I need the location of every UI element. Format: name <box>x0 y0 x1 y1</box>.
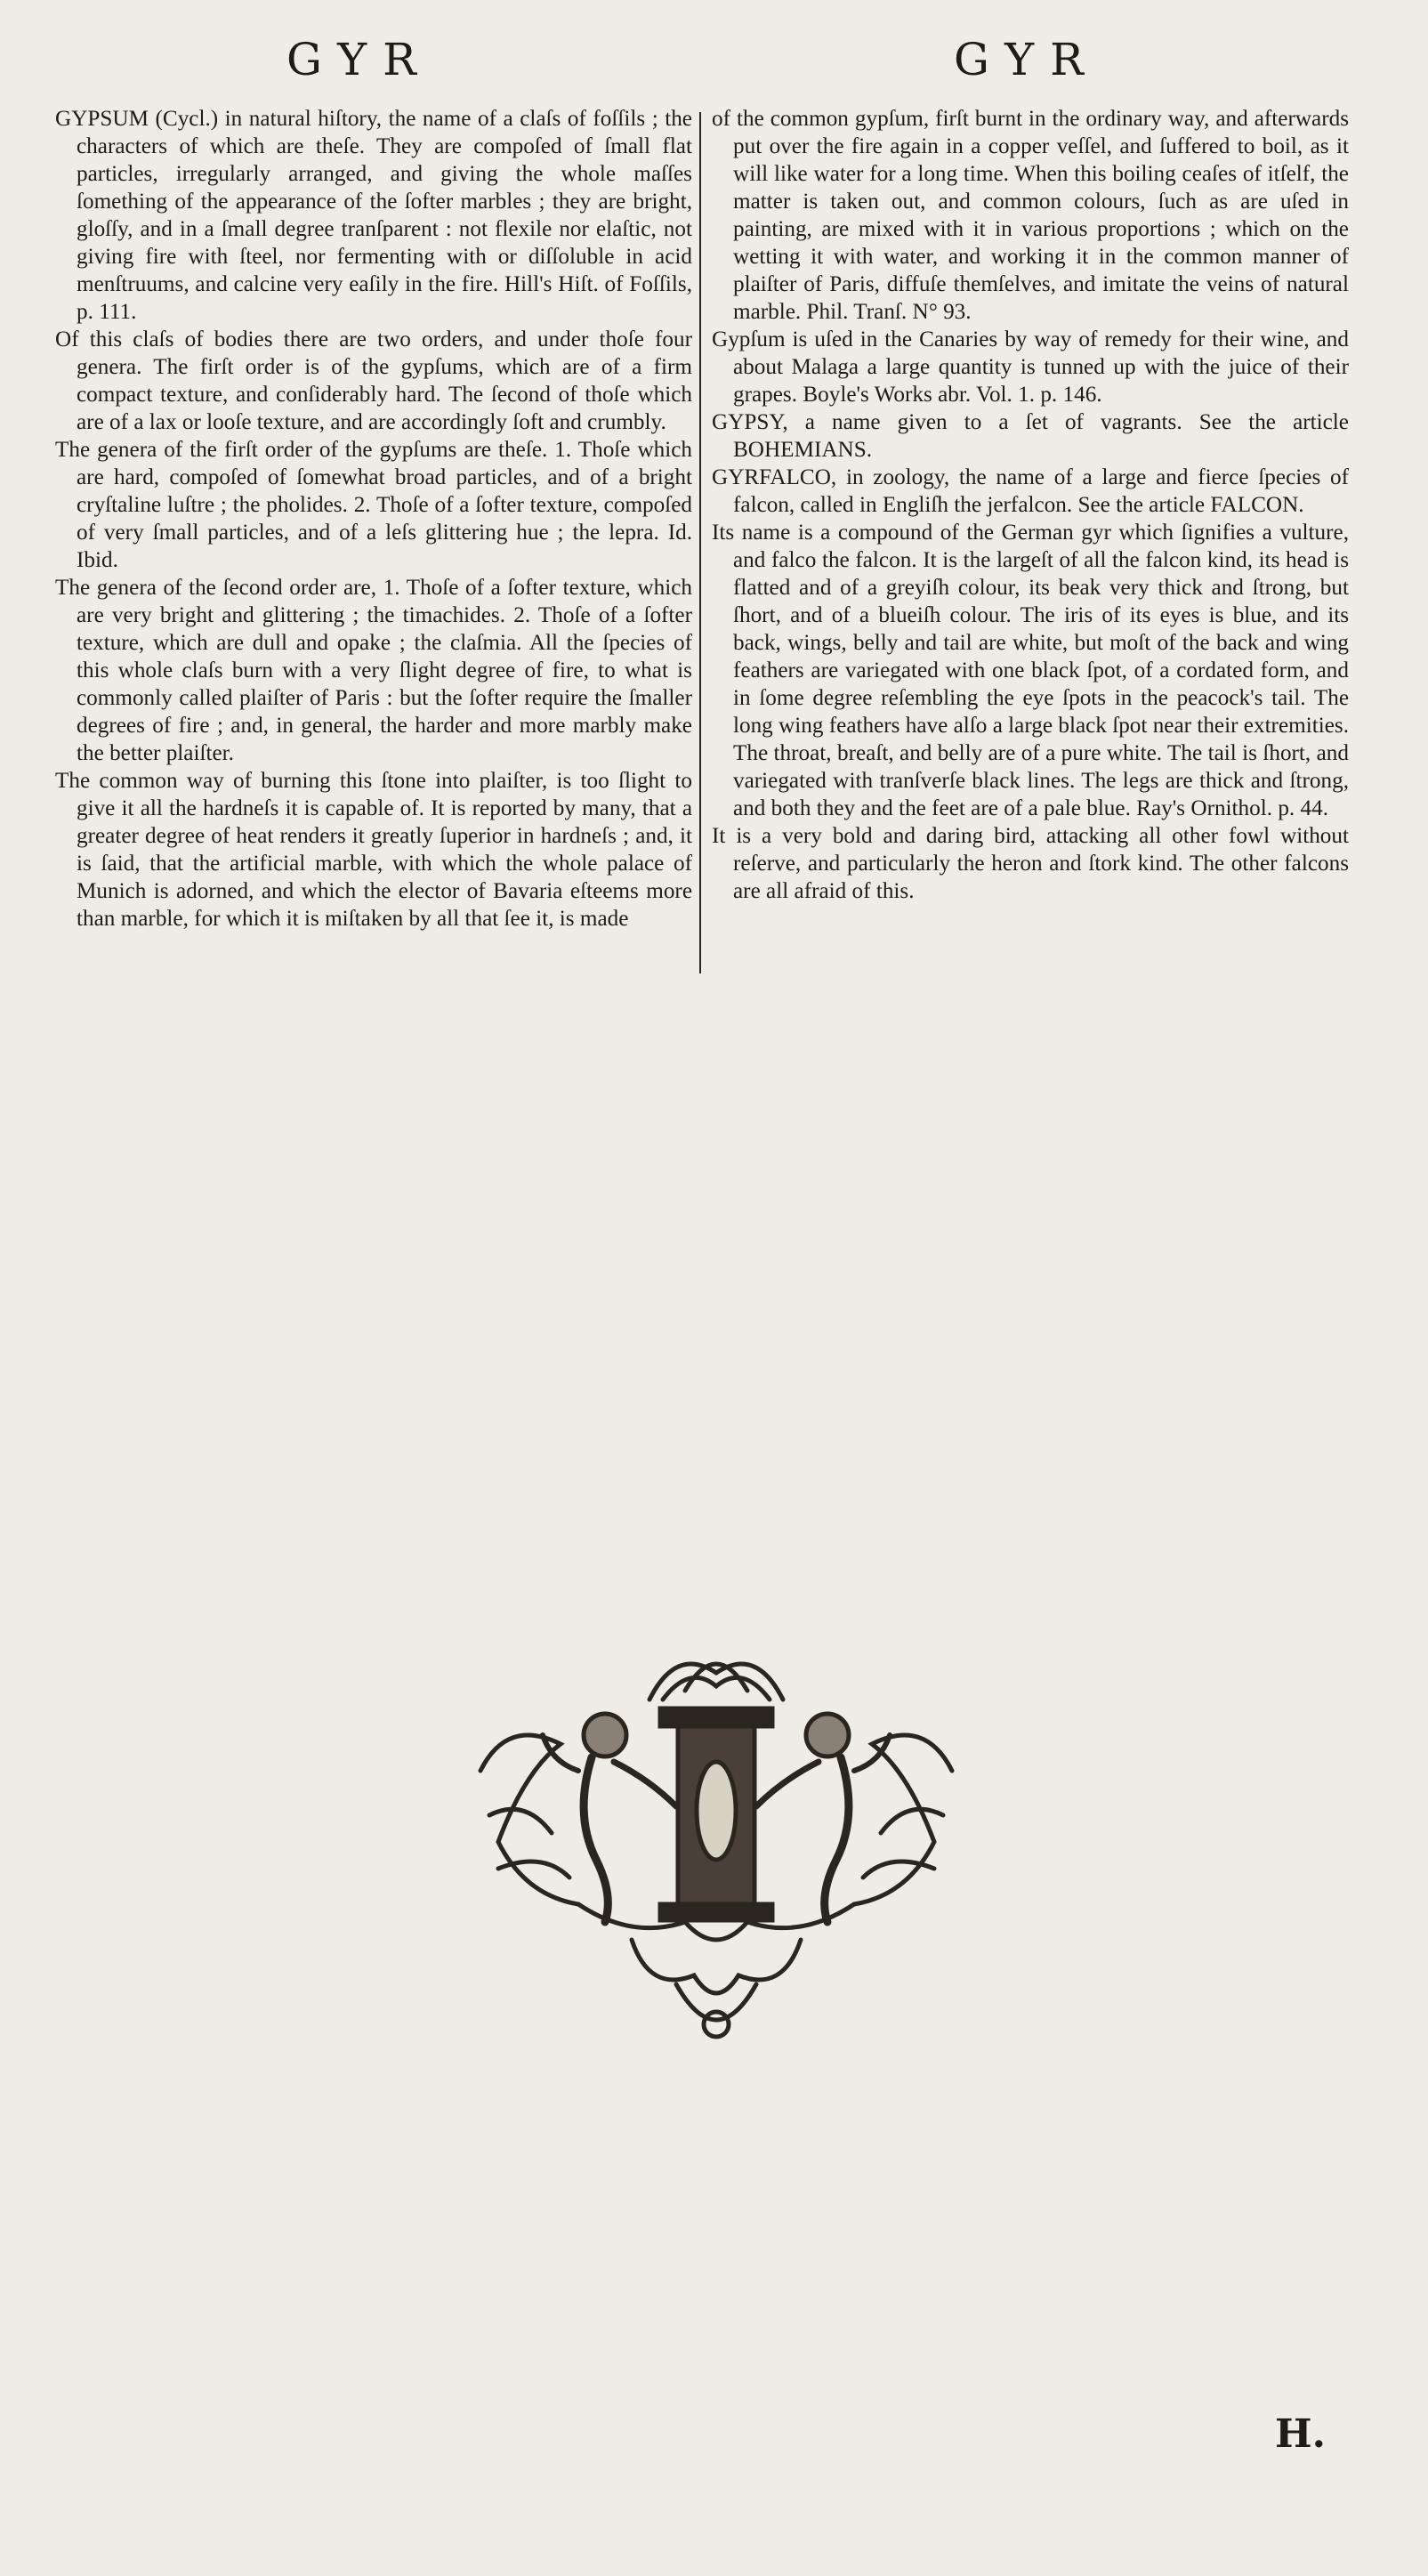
decorative-ornament-icon <box>472 1637 961 2064</box>
column-divider <box>699 112 701 973</box>
paragraph-orders: Of this claſs of bodies there are two orders, and under thoſe four genera. The firſt order is of the gypſums, which are of a firm compact texture, and conſiderably hard. The ſecond of thoſe which are of a lax or looſe texture, and are accordingly ſoft and crumbly. <box>55 327 692 434</box>
signature-mark: H. <box>1275 2411 1326 2457</box>
right-column <box>712 105 1349 905</box>
running-head-right: GYR <box>954 34 1100 85</box>
entry-gypsum: GYPSUM (Cycl.) in natural hiſtory, the name of a claſs of foſſils ; the characters of which are theſe. They are compoſed of ſmall flat particles, irregularly arranged, and giving the whole maſſes ſomething of the appearance of the ſofter marbles ; they are bright, gloſſy, and in a ſmall degree tranſparent : not flexile nor elaſtic, not giving fire with ſteel, nor fermenting with or diſſoluble in acid menſtruums, and calcine very eaſily in the fire. Hill's Hiſt. of Foſſils, p. 111. <box>55 107 692 324</box>
paragraph-artificial-marble: of the common gypſum, firſt burnt in the ordinary way, and afterwards put over the fire again in a copper veſſel, and ſuffered to boil, as it will like water for a long time. When this boiling ceaſes of itſelf, the matter is taken out, and common colours, ſuch as are uſed in painting, are mixed with it in various proportions ; which on the wetting it with water, and working it in the common manner of plaiſter of Paris, diffuſe themſelves, and imitate the veins of natural marble. Phil. Tranſ. N° 93. <box>712 107 1349 324</box>
paragraph-gyrfalco-behaviour: It is a very bold and daring bird, attacking all other fowl without reſerve, and particularly the heron and ſtork kind. The other falcons are all afraid of this. <box>712 824 1349 903</box>
left-column <box>55 105 692 933</box>
entry-gypsy: GYPSY, a name given to a ſet of vagrants. See the article BOHEMIANS. <box>712 410 1349 462</box>
paragraph-gyrfalco-description: Its name is a compound of the German gyr which ſignifies a vulture, and falco the falcon. It is the largeſt of all the falcon kind, its head is flatted and of a greyiſh colour, its beak very thick and ſtrong, but ſhort, and of a blueiſh colour. The iris of its eyes is blue, and its back, wings, belly and tail are white, but moſt of the back and wing feathers are variegated with one black ſpot, of a cordated form, and in ſome degree reſembling the eye ſpots in the peacock's tail. The long wing feathers have alſo a large black ſpot near their extremities. The throat, breaſt, and belly are of a pure white. The tail is ſhort, and variegated with tranſverſe black lines. The legs are thick and ſtrong, and both they and the feet are of a pale blue. Ray's Ornithol. p. 44. <box>712 521 1349 820</box>
paragraph-burning-plaister: The common way of burning this ſtone into plaiſter, is too ſlight to give it all the hardneſs it is capable of. It is reported by many, that a greater degree of heat renders it greatly ſuperior in hardneſs ; and, it is ſaid, that the artificial marble, with which the whole palace of Munich is adorned, and which the elector of Bavaria eſteems more than marble, for which it is miſtaken by all that ſee it, is made <box>55 769 692 931</box>
entry-gyrfalco: GYRFALCO, in zoology, the name of a large and fierce ſpecies of falcon, called in Engliſh the jerfalcon. See the article FALCON. <box>712 465 1349 517</box>
running-head-left: GYR <box>286 34 432 85</box>
paragraph-first-order-genera: The genera of the firſt order of the gypſums are theſe. 1. Thoſe which are hard, compoſed of ſomewhat broad particles, and of a bright cryſtaline luſtre ; the pholides. 2. Thoſe of a ſofter texture, compoſed of very ſmall particles, and of a leſs glittering hue ; the lepra. Id. Ibid. <box>55 438 692 572</box>
paragraph-gypsum-wine: Gypſum is uſed in the Canaries by way of remedy for their wine, and about Malaga a large quantity is tunned up with the juice of their grapes. Boyle's Works abr. Vol. 1. p. 146. <box>712 327 1349 407</box>
paragraph-second-order-genera: The genera of the ſecond order are, 1. Thoſe of a ſofter texture, which are very bright and glittering ; the timachides. 2. Thoſe of a ſofter texture, which are dull and opake ; the claſmia. All the ſpecies of this whole claſs burn with a very ſlight degree of fire, to what is commonly called plaiſter of Paris : but the ſofter require the ſmaller degrees of fire ; and, in general, the harder and more marbly make the better plaiſter. <box>55 576 692 765</box>
